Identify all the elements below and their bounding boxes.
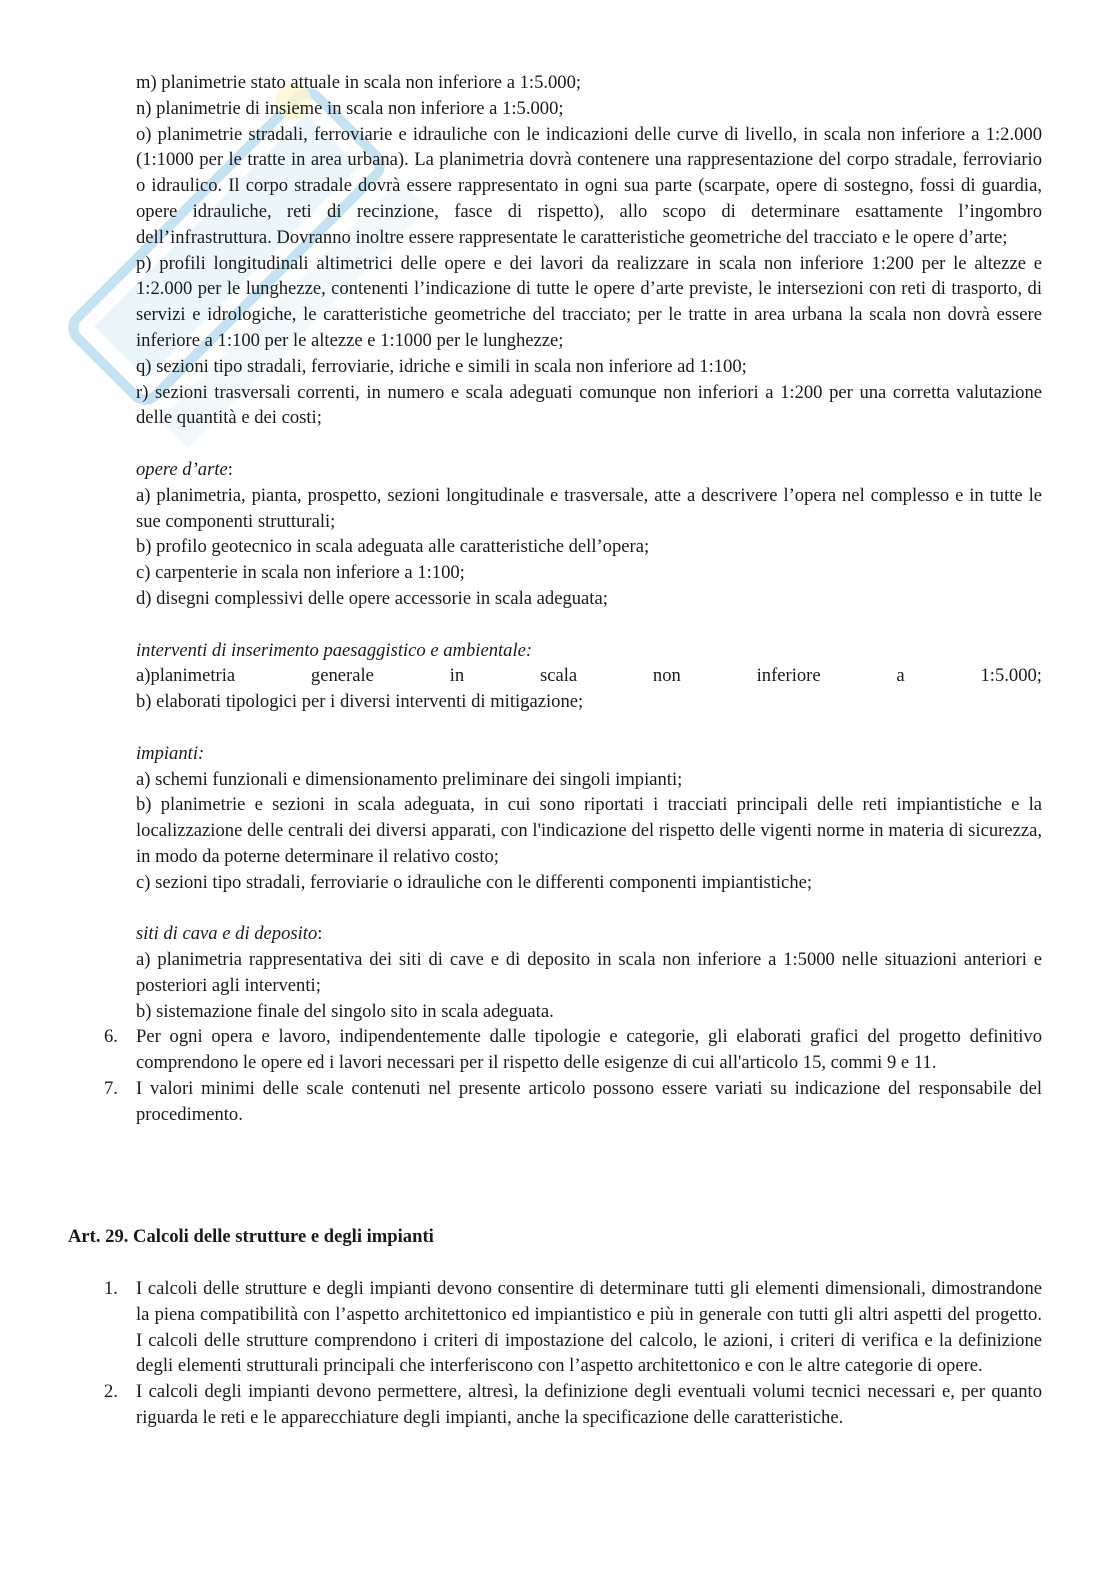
list-item: r) sezioni trasversali correnti, in numero e scala adeguati comunque non inferiori a 1:200 per una corretta valutazione delle quantità e dei costi; (136, 381, 1042, 429)
list-item: a) planimetria, pianta, prospetto, sezioni longitudinale e trasversale, atte a descrivere l’opera nel complesso e in tutte le sue componenti strutturali; (136, 484, 1042, 532)
numbered-item (104, 1276, 1042, 1379)
section-title-inserimento: interventi di inserimento paesaggistico e ambientale: (136, 639, 533, 661)
numbered-item (104, 1076, 1042, 1128)
list-item: b) sistemazione finale del singolo sito in scala adeguata. (136, 1000, 554, 1022)
numbered-list (104, 1024, 1042, 1127)
list-item: b) elaborati tipologici per i diversi interventi di mitigazione; (136, 691, 584, 713)
list-item: m) planimetrie stato attuale in scala non inferiore a 1:5.000; (136, 72, 582, 93)
main-text (104, 70, 1042, 1128)
item-text: I valori minimi delle scale contenuti nel presente articolo possono essere variati su indicazione del responsabile del procedimento. (136, 1078, 1042, 1125)
section-title-opere-arte: opere d’arte: (136, 458, 233, 480)
list-item: o) planimetrie stradali, ferroviarie e idrauliche con le indicazioni delle curve di livello, in scala non inferiore a 1:2.000 (1:1000 per le tratte in area urbana). La planimetria dovrà contenere una rappresentazione del corpo stradale, ferroviario o idraulico. Il corpo stradale dovrà essere rappresentato in ogni sua parte (scarpate, opere di sostegno, fossi di guardia, opere idrauliche, reti di recinzione, fasce di rispetto), allo scopo di determinare esattamente l’ingombro dell’infrastruttura. Dovranno inoltre essere rappresentate le caratteristiche geometriche del tracciato e le opere d’arte; (136, 123, 1042, 248)
list-item: c) sezioni tipo stradali, ferroviarie o idrauliche con le differenti componenti impiantistiche; (136, 871, 813, 893)
item-text: I calcoli delle strutture e degli impianti devono consentire di determinare tutti gli elementi dimensionali, dimostrandone la piena compatibilità con l’aspetto architettonico ed impiantistico e più in generale con tutti gli altri aspetti del progetto. I calcoli delle strutture comprendono i criteri di impostazione del calcolo, le azioni, i criteri di verifica e la definizione degli elementi strutturali principali che interferiscono con l’aspetto architettonico e con le altre categorie di opere. (136, 1278, 1042, 1377)
list-item: n) planimetrie di insieme in scala non inferiore a 1:5.000; (136, 97, 564, 119)
section-title-impianti: impianti: (136, 742, 205, 764)
list-item: a) schemi funzionali e dimensionamento preliminare dei singoli impianti; (136, 768, 683, 790)
list-item: q) sezioni tipo stradali, ferroviarie, idriche e simili in scala non inferiore ad 1:100; (136, 355, 747, 377)
numbered-list (104, 1276, 1042, 1431)
item-text: Per ogni opera e lavoro, indipendentemente dalle tipologie e categorie, gli elaborati grafici del progetto definitivo comprendono le opere ed i lavori necessari per il rispetto delle esigenze di cui all'articolo 15, commi 9 e 11. (136, 1026, 1042, 1074)
list-item: c) carpenterie in scala non inferiore a 1:100; (136, 562, 465, 584)
item-number: 7. (104, 1078, 118, 1100)
list-item: a) planimetria rappresentativa dei siti di cave e di deposito in scala non inferiore a 1:5000 nelle situazioni anteriori e posteriori agli interventi; (136, 949, 1042, 996)
list-item: p) profili longitudinali altimetrici delle opere e dei lavori da realizzare in scala non inferiore 1:200 per le altezze e 1:2.000 per le lunghezze, contenenti l’indicazione di tutte le opere d’arte previste, le intersezioni con reti di trasporto, di servizi e idrologiche, le caratteristiche geometriche del tracciato; per le tratte in area urbana la scala non dovrà essere inferiore a 1:100 per le altezze e 1:1000 per le lunghezze; (136, 252, 1042, 351)
list-item: d) disegni complessivi delle opere accessorie in scala adeguata; (136, 587, 608, 609)
item-text: I calcoli degli impianti devono permettere, altresì, la definizione degli eventuali volumi tecnici necessari e, per quanto riguarda le reti e le apparecchiature degli impianti, anche la specificazione delle caratteristiche. (136, 1381, 1042, 1428)
numbered-item (104, 1379, 1042, 1431)
numbered-item (104, 1024, 1042, 1076)
list-item: b) profilo geotecnico in scala adeguata alle caratteristiche dell’opera; (136, 536, 650, 558)
article-heading: Art. 29. Calcoli delle strutture e degli impianti (68, 1226, 434, 1247)
list-item: b) planimetrie e sezioni in scala adeguata, in cui sono riportati i tracciati principali delle reti impiantistiche e la localizzazione delle centrali dei diversi apparati, con l'indicazione del rispetto delle vigenti norme in materia di sicurezza, in modo da poterne determinare il relativo costo; (136, 794, 1042, 867)
article-body (104, 1276, 1042, 1431)
item-number: 2. (104, 1381, 118, 1403)
list-item: a)planimetria generale in scala non inferiore a 1:5.000; (136, 665, 1042, 687)
item-number: 6. (104, 1026, 118, 1048)
item-number: 1. (104, 1278, 118, 1299)
section-title-siti: siti di cava e di deposito: (136, 923, 323, 945)
